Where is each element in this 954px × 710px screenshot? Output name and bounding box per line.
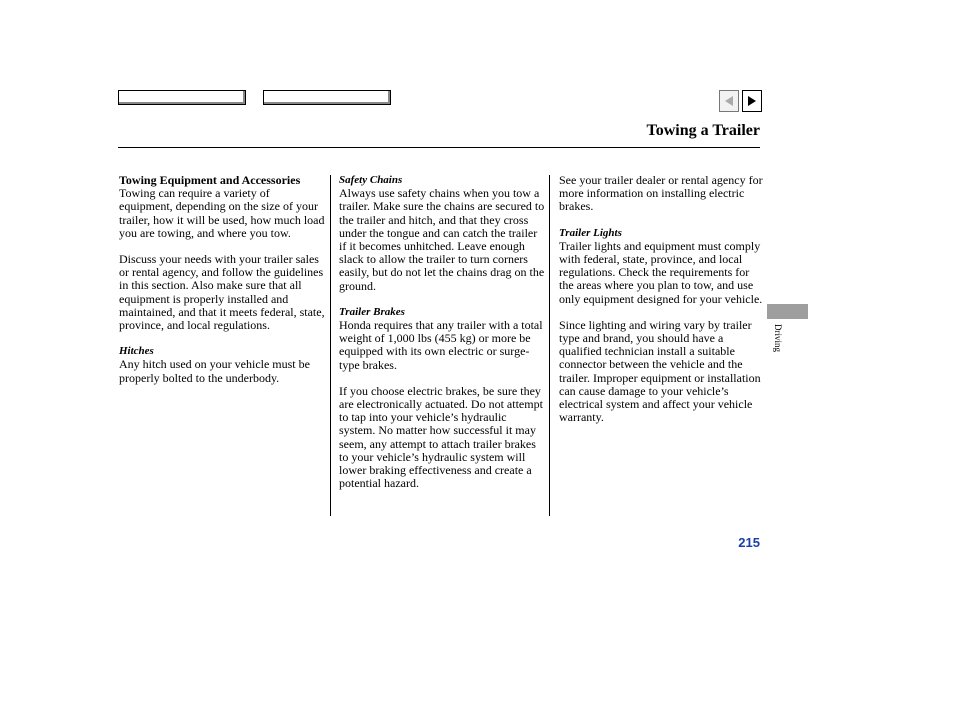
next-page-button[interactable] [742, 90, 762, 112]
previous-page-button[interactable] [719, 90, 739, 112]
body-text: If you choose electric brakes, be sure they are electronically actuated. Do not attempt to tap into your vehicle’s hydraulic system. No matter how successful it may seem, any attempt to attach trailer brakes to your vehicle’s hydraulic system will lower braking effectiveness and create a potential hazard. [339, 383, 543, 491]
section-heading-trailer-brakes: Trailer Brakes [339, 305, 405, 318]
body-text: Trailer lights and equipment must comply with federal, state, province, and local regulations. Check the requirements for the areas where you plan to tow, and use only equipment designed for your vehicle. [559, 238, 763, 306]
column-3 [559, 174, 765, 424]
title-divider [118, 147, 760, 148]
page-number: 215 [738, 535, 760, 550]
body-text: Always use safety chains when you tow a trailer. Make sure the chains are secured to the trailer and hitch, and that they cross under the tongue and can catch the trailer if it becomes unhitched. Leave enough slack to allow the trailer to turn corners easily, but do not let the chains drag on the ground. [339, 186, 545, 293]
column-divider [549, 175, 550, 516]
page-title: Towing a Trailer [646, 122, 760, 139]
column-1 [119, 174, 325, 385]
section-heading-safety-chains: Safety Chains [339, 174, 403, 186]
body-text: Discuss your needs with your trailer sales or rental agency, and follow the guidelines in this section. Also make sure that all equipment is properly installed and maintained, and that it meets federal, state, province, and local regulations. [119, 252, 325, 333]
index-nav-button[interactable] [263, 90, 391, 105]
contents-nav-button[interactable] [118, 90, 246, 105]
body-text: Towing can require a variety of equipment, depending on the size of your trailer, how it will be used, how much load you are towing, and where you tow. [119, 186, 325, 240]
body-text: Any hitch used on your vehicle must be properly bolted to the underbody. [119, 357, 310, 385]
column-divider [330, 175, 331, 516]
section-heading-hitches: Hitches [119, 345, 154, 358]
section-heading-towing-equipment: Towing Equipment and Accessories [119, 173, 301, 187]
triangle-left-icon [724, 96, 734, 106]
triangle-right-icon [747, 96, 757, 106]
section-tab-marker [767, 304, 808, 319]
body-text: Honda requires that any trailer with a total weight of 1,000 lbs (455 kg) or more be equipped with its own electric or surge-type brakes. [339, 318, 543, 372]
section-heading-trailer-lights: Trailer Lights [559, 226, 622, 239]
body-text: Since lighting and wiring vary by trailer type and brand, you should have a qualified technician install a suitable connector between the vehicle and the trailer. Improper equipment or installation can cause damage to your vehicle’s electrical system and affect your vehicle warranty. [559, 317, 761, 425]
body-text: See your trailer dealer or rental agency for more information on installing electric brakes. [559, 173, 763, 214]
section-tab-label: Driving [773, 324, 783, 352]
column-2 [339, 174, 545, 490]
